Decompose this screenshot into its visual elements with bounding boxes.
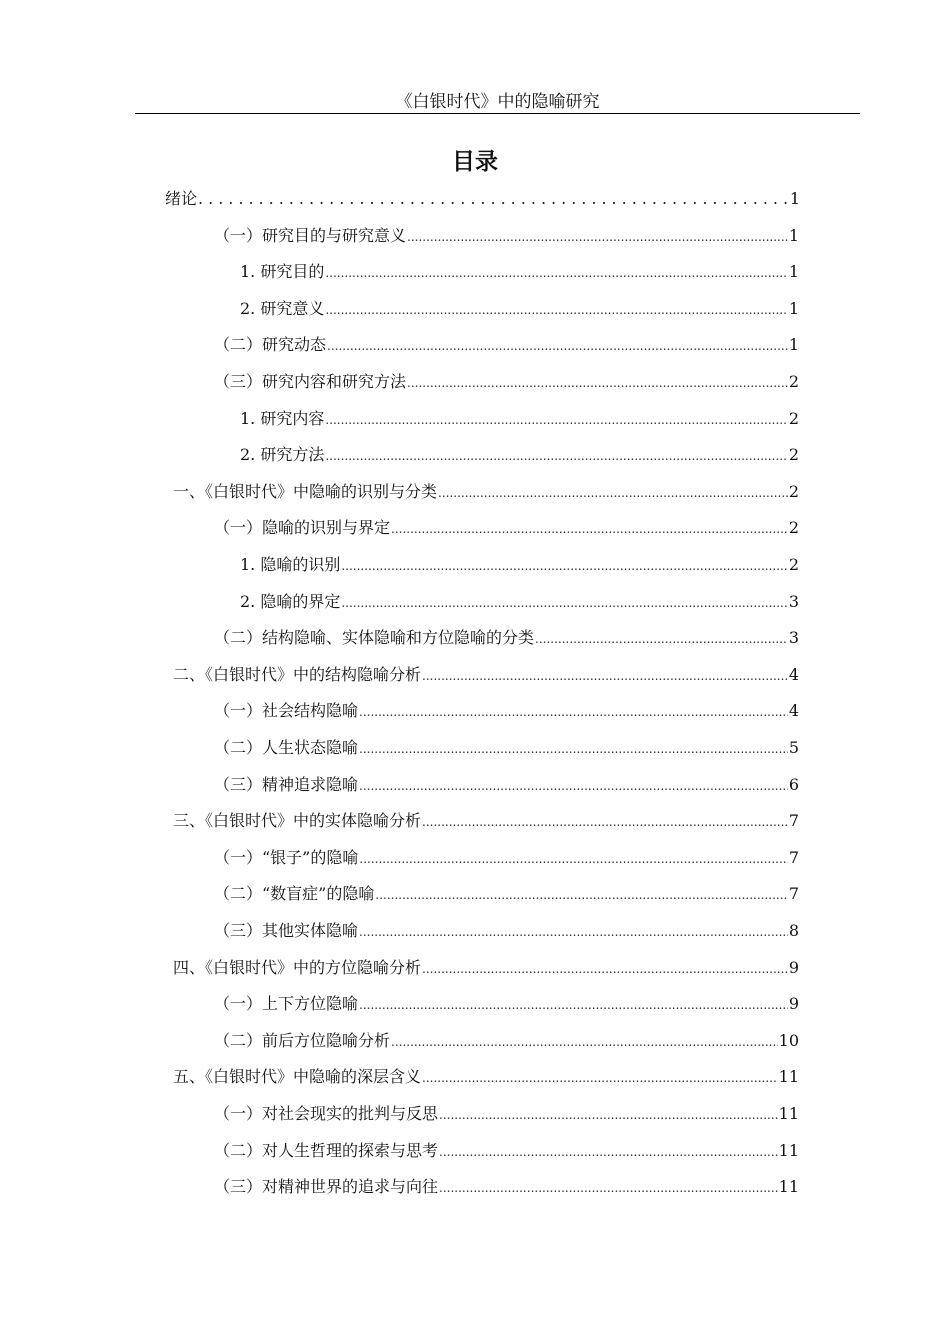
toc-entry-label: （二）研究动态 <box>214 335 327 355</box>
toc-entry[interactable] <box>173 803 799 839</box>
toc-entry-label: 一、《白银时代》中隐喻的识别与分类 <box>173 481 438 501</box>
toc-entry-page: 11 <box>778 1177 799 1197</box>
toc-entry-page: 11 <box>778 1067 799 1087</box>
dot-leader <box>407 365 788 401</box>
dot-leader <box>325 402 787 438</box>
toc-entry-page: 2 <box>788 372 799 391</box>
toc-entry-page: 2 <box>788 408 799 428</box>
dot-leader <box>359 841 787 877</box>
toc-entry-label: （二）人生状态隐喻 <box>214 738 359 757</box>
toc-entry-label: 2. 研究意义 <box>240 298 325 318</box>
dot-leader <box>341 548 787 584</box>
toc-entry-label: 二、《白银时代》中的结构隐喻分析 <box>173 664 422 684</box>
toc-entry[interactable] <box>173 474 799 510</box>
dot-leader <box>359 914 788 950</box>
toc-entry-page: 1 <box>788 298 799 318</box>
toc-entry[interactable] <box>240 291 799 327</box>
toc-entry-page: 2 <box>788 445 799 465</box>
toc-entry-label: 1. 隐喻的识别 <box>240 555 341 574</box>
toc-entry-label: 2. 研究方法 <box>240 445 325 465</box>
toc-entry-label: 1. 研究目的 <box>240 262 325 282</box>
toc-entry-page: 2 <box>788 555 799 574</box>
toc-entry[interactable] <box>173 1059 799 1095</box>
toc-entry-label: （二）“数盲症”的隐喻 <box>214 884 375 904</box>
toc-entry-page: 7 <box>788 811 799 831</box>
toc-entry[interactable] <box>214 510 799 546</box>
toc-entry-label: （一）“银子”的隐喻 <box>214 847 359 867</box>
dot-leader <box>359 731 788 767</box>
toc-entry[interactable] <box>214 1169 799 1205</box>
toc-entry[interactable] <box>173 657 799 693</box>
toc-entry[interactable] <box>214 1096 799 1132</box>
dot-leader <box>359 694 788 730</box>
toc-entry-page: 1 <box>788 262 799 282</box>
toc-entry-label: （一）研究目的与研究意义 <box>214 225 407 245</box>
toc-entry[interactable] <box>165 181 800 217</box>
toc-entry-page: 3 <box>788 591 799 611</box>
toc-entry-label: （三）精神追求隐喻 <box>214 774 359 794</box>
toc-entry-page: 3 <box>788 628 799 648</box>
toc-entry[interactable] <box>240 584 799 620</box>
dot-leader <box>407 219 788 255</box>
dot-leader <box>327 328 788 364</box>
toc-entry-page: 8 <box>788 921 799 940</box>
dot-leader <box>391 511 788 547</box>
dot-leader <box>439 1134 778 1170</box>
toc-entry[interactable] <box>240 401 799 437</box>
toc-entry[interactable] <box>214 730 799 766</box>
toc-entry[interactable] <box>214 986 799 1022</box>
toc-entry-label: （一）对社会现实的批判与反思 <box>214 1104 439 1123</box>
toc-entry-label: （二）前后方位隐喻分析 <box>214 1030 391 1050</box>
toc-entry[interactable] <box>214 218 799 254</box>
toc-entry-page: 2 <box>788 481 799 501</box>
running-header-title: 《白银时代》中的隐喻研究 <box>395 92 600 112</box>
toc-entry[interactable] <box>214 327 799 363</box>
toc-entry-page: 9 <box>788 957 799 977</box>
toc-entry-label: （三）研究内容和研究方法 <box>214 372 407 391</box>
toc-entry-page: 1 <box>789 189 800 208</box>
toc-entry-label: （三）对精神世界的追求与向往 <box>214 1177 439 1197</box>
toc-entry-page: 6 <box>788 774 799 794</box>
toc-entry-label: 2. 隐喻的界定 <box>240 591 341 611</box>
dot-leader <box>359 987 788 1023</box>
dot-leader <box>198 181 789 217</box>
toc-entry[interactable] <box>214 876 799 912</box>
dot-leader <box>422 951 788 987</box>
toc-entry[interactable] <box>214 364 799 400</box>
dot-leader <box>422 804 788 840</box>
dot-leader <box>439 1170 778 1206</box>
toc-entry-page: 10 <box>778 1030 799 1050</box>
header-rule <box>135 113 860 114</box>
toc-entry[interactable] <box>214 1133 799 1169</box>
dot-leader <box>391 1024 778 1060</box>
toc-entry[interactable] <box>214 913 799 949</box>
toc-entry-page: 11 <box>778 1104 799 1123</box>
toc-entry-page: 9 <box>788 994 799 1014</box>
dot-leader <box>325 438 787 474</box>
toc-entry-page: 2 <box>788 518 799 538</box>
dot-leader <box>375 877 787 913</box>
dot-leader <box>325 292 787 328</box>
toc-entry-label: （二）结构隐喻、实体隐喻和方位隐喻的分类 <box>214 628 535 648</box>
toc-entry-label: 绪论 <box>165 189 198 208</box>
toc-entry-page: 1 <box>788 335 799 355</box>
toc-entry-label: （一）社会结构隐喻 <box>214 701 359 721</box>
toc-entry-label: （一）上下方位隐喻 <box>214 994 359 1014</box>
toc-entry-label: （三）其他实体隐喻 <box>214 921 359 940</box>
toc-entry[interactable] <box>214 840 799 876</box>
dot-leader <box>438 475 788 511</box>
toc-entry[interactable] <box>214 620 799 656</box>
toc-entry-label: （二）对人生哲理的探索与思考 <box>214 1140 439 1160</box>
toc-entry-page: 4 <box>788 701 799 721</box>
dot-leader <box>422 1060 778 1096</box>
toc-entry-label: 三、《白银时代》中的实体隐喻分析 <box>173 811 422 831</box>
toc-entry[interactable] <box>214 767 799 803</box>
toc-entry[interactable] <box>214 1023 799 1059</box>
toc-entry-label: 1. 研究内容 <box>240 408 325 428</box>
dot-leader <box>325 255 787 291</box>
dot-leader <box>439 1097 778 1133</box>
toc-entry[interactable] <box>240 547 799 583</box>
toc-entry-label: 四、《白银时代》中的方位隐喻分析 <box>173 957 422 977</box>
toc-entry-page: 7 <box>788 847 799 867</box>
toc-entry-page: 1 <box>788 225 799 245</box>
dot-leader <box>535 621 788 657</box>
toc-title: 目录 <box>452 149 498 175</box>
toc-entry[interactable] <box>240 254 799 290</box>
toc-entry[interactable] <box>214 693 799 729</box>
toc-entry[interactable] <box>240 437 799 473</box>
toc-entry-page: 7 <box>788 884 799 904</box>
toc-entry-page: 4 <box>788 664 799 684</box>
dot-leader <box>341 585 787 621</box>
dot-leader <box>422 658 788 694</box>
toc-entry[interactable] <box>173 950 799 986</box>
toc-entry-page: 5 <box>788 738 799 757</box>
dot-leader <box>359 768 788 804</box>
toc-entry-label: （一）隐喻的识别与界定 <box>214 518 391 538</box>
toc-entry-label: 五、《白银时代》中隐喻的深层含义 <box>173 1067 422 1087</box>
toc-entry-page: 11 <box>778 1140 799 1160</box>
